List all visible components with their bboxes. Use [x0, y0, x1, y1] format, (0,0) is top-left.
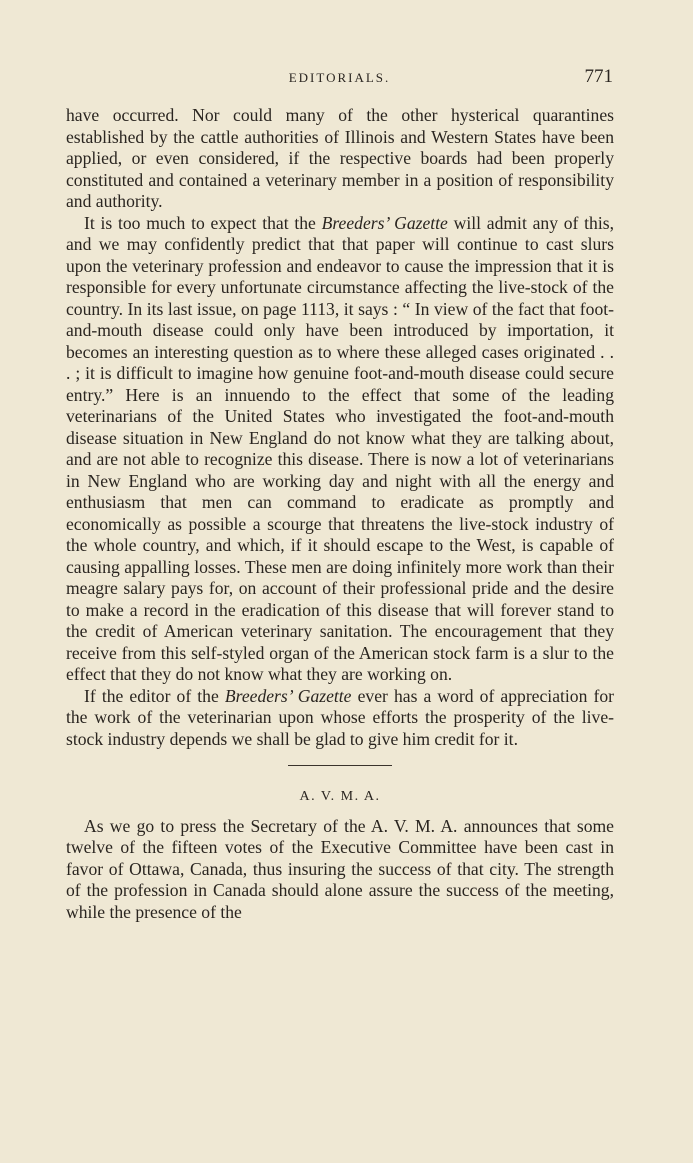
page-header: [66, 66, 613, 88]
paragraph-3-text-b: ever has a word of appreciation for the work of the veterinarian upon whose efforts the prosperity of the live-stock industry depends we shall be glad to give him credit for it.: [66, 685, 614, 749]
page-number: 771: [584, 66, 613, 87]
publication-title: Breeders’ Gazette: [224, 685, 352, 706]
paragraph-1: have occurred. Nor could many of the other hysterical quarantines established by the cattle authorities of Illinois and Western States have been applied, or even considered, if the respective boards had been properly constituted and contained a veterinary member in a position of responsibility and authority.: [66, 105, 614, 211]
paragraph-2: [66, 213, 614, 686]
section-divider: [288, 765, 392, 766]
publication-title: Breeders’ Gazette: [321, 212, 448, 233]
paragraph-3: [66, 686, 614, 751]
section-paragraph-1: As we go to press the Secretary of the A. V. M. A. announces that some twelve of the fifteen votes of the Executive Committee have been cast in favor of Ottawa, Canada, thus insuring the success of that city. The strength of the profession in Canada should alone assure the success of the meeting, while the presence of the: [66, 815, 614, 922]
section-heading: A. V. M. A.: [299, 789, 381, 804]
paragraph-2-text-a: It is too much to expect that the: [84, 212, 322, 233]
paragraph-2-text-b: will admit any of this, and we may confidently predict that that paper will continue to cast slurs upon the veterinary profession and endeavor to cause the impression that it is responsible for every unfortunate circumstance affecting the live-stock of the country. In its last issue, on page 1113, it says : “ In view of the fact that foot-and-mouth disease could only have been introduced by importation, it becomes an interesting question as to where these alleged cases originated . . . ; it is difficult to imagine how genuine foot-and-mouth disease could secure entry.” Here is an innuendo to the effect that some of the leading veterinarians of the United States who investigated the foot-and-mouth disease situation in New England do not know what they are talking about, and are not able to recognize this disease. There is now a lot of veterinarians in New England who are working day and night with all the energy and enthusiasm that men can command to eradicate as promptly and economically as possible a scourge that threatens the live-stock industry of the whole country, and which, if it should escape to the West, is capable of causing appalling losses. These men are doing infinitely more work than their meagre salary pays for, on account of their professional pride and the desire to make a record in the eradication of this disease that will forever stand to the credit of American veterinary sanitation. The encouragement that they receive from this self-styled organ of the American stock farm is a slur to the effect that they do not know what they are working on.: [66, 212, 614, 684]
running-head: EDITORIALS.: [288, 70, 391, 85]
article-body: [66, 105, 614, 923]
paragraph-3-text-a: If the editor of the: [84, 685, 225, 706]
